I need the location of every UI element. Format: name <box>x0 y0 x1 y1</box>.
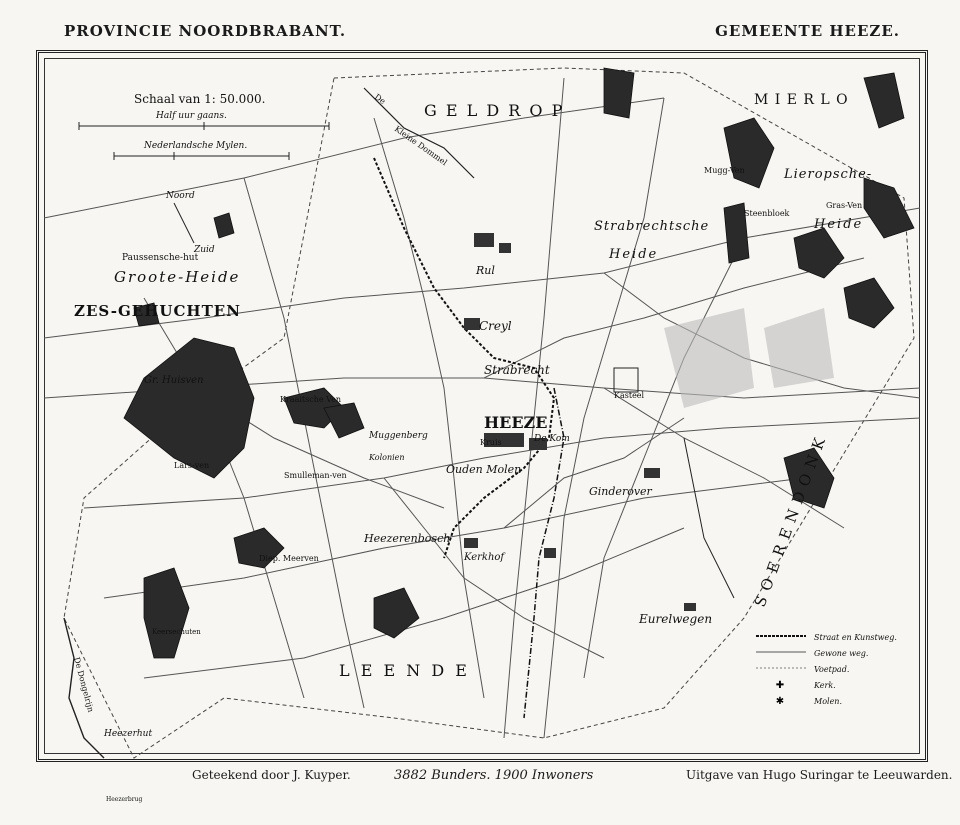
label-paussensche-hut: Paussensche-hut <box>122 253 199 263</box>
label-heide-lierop: Heide <box>814 217 864 232</box>
label-de-dommel: De <box>372 92 388 107</box>
gr-huisven-fen <box>124 338 254 478</box>
municipality-title: GEMEENTE HEEZE. <box>715 22 900 40</box>
label-strabrechtsche: Strabrechtsche <box>594 219 710 234</box>
label-heeze: HEEZE <box>484 413 548 432</box>
label-kruis: Kruis <box>480 438 502 447</box>
legend-item-paved-road: Straat en Kunstweg. <box>814 633 897 642</box>
label-kleine-dommel: Kleine Dommel <box>392 124 449 168</box>
legend-item-road: Gewone weg. <box>814 649 869 658</box>
label-kraaitsche-ven: Kraaitsche Ven <box>280 395 342 404</box>
label-dongelrijn: De Dongelrijn <box>72 656 96 714</box>
label-kolonien: Kolonien <box>369 453 405 462</box>
label-heezerbrug: Heezerbrug <box>106 796 143 803</box>
label-strabrecht: Strabrecht <box>484 363 550 377</box>
scale-miles: Nederlandsche Mylen. <box>144 141 248 151</box>
province-title: PROVINCIE NOORDBRABANT. <box>64 22 347 40</box>
footer-publisher: Uitgave van Hugo Suringar te Leeuwarden. <box>686 768 953 782</box>
legend-item-footpath: Voetpad. <box>814 665 850 674</box>
north-label: Noord <box>166 191 195 201</box>
legend-item-church: Kerk. <box>814 681 836 690</box>
label-leende: L E E N D E <box>339 661 470 680</box>
label-kasteel: Kasteel <box>614 391 645 400</box>
label-groote-heide: Groote-Heide <box>114 268 241 286</box>
label-heezerenbosch: Heezerenbosch <box>364 532 451 545</box>
label-kerkhof: Kerkhof <box>464 552 505 563</box>
church-symbol-icon: ✚ <box>775 680 785 691</box>
label-geldrop: G E L D R O P <box>424 101 565 120</box>
label-lars-ven: Lars-ven <box>174 461 210 470</box>
label-muggenberg: Muggenberg <box>369 431 428 441</box>
main-road <box>374 158 554 558</box>
label-gr-huisven: Gr. Huisven <box>144 375 204 386</box>
label-lieropsche: Lieropsche- <box>784 167 873 182</box>
label-diep-meerven: Diep. Meerven <box>259 554 319 563</box>
legend-item-mill: Molen. <box>814 697 842 706</box>
label-gras-ven: Gras-Ven <box>826 201 863 210</box>
label-eurelwegen: Eurelwegen <box>639 612 713 626</box>
footer-drawn-by: Geteekend door J. Kuyper. <box>192 768 351 782</box>
label-heide-strabrecht: Heide <box>609 247 659 262</box>
windmill-symbol-icon: ✱ <box>775 696 785 707</box>
keersechuten-fen <box>144 568 189 658</box>
label-mierlo: M I E R L O <box>754 92 849 108</box>
mugg-ven-fen <box>724 118 774 188</box>
label-steenbloek: Steenbloek <box>744 209 790 218</box>
label-soerendonk: S O E R E N D O N K <box>750 434 830 610</box>
north-arrow <box>174 203 194 243</box>
label-creyl: Creyl <box>479 319 512 333</box>
aa-river <box>684 438 734 598</box>
footer-stats: 3882 Bunders. 1900 Inwoners <box>394 768 594 783</box>
label-mugg-ven: Mugg-Ven <box>704 166 745 175</box>
label-ginderover: Ginderover <box>589 485 652 498</box>
gras-ven-fen <box>864 178 914 238</box>
south-label: Zuid <box>194 245 215 255</box>
scale-half-hour: Half uur gaans. <box>156 111 227 121</box>
scale-title: Schaal van 1: 50.000. <box>134 92 266 106</box>
label-de-kom: De Kom <box>534 434 570 444</box>
label-rul: Rul <box>476 264 495 277</box>
legend <box>756 633 897 707</box>
heath-areas <box>664 308 834 408</box>
label-smullemans-ven: Smulleman-ven <box>284 471 347 480</box>
label-ouden-molen: Ouden Molen <box>446 463 522 476</box>
label-keersechuten: Keersechuten <box>152 628 201 636</box>
label-heezerhut: Heezerhut <box>104 729 153 739</box>
label-zes-gehuchten: ZES-GEHUCHTEN <box>74 302 241 320</box>
